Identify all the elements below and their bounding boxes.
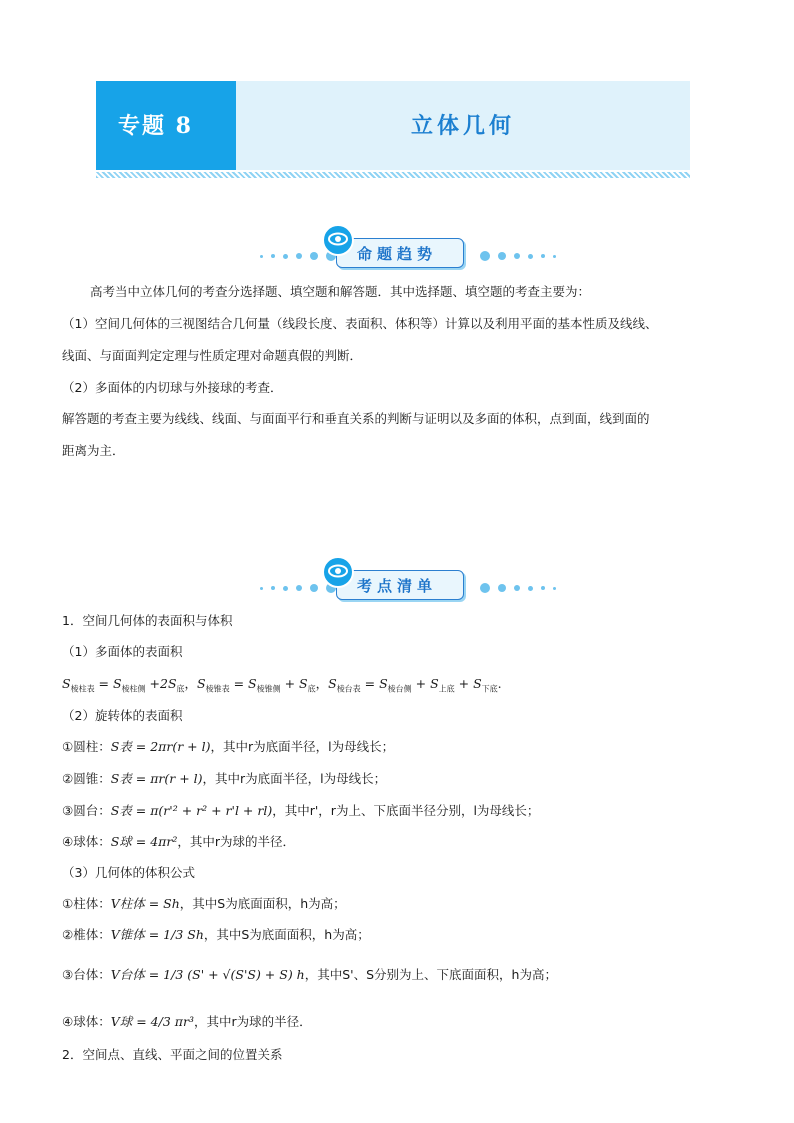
decorative-dots-left: [260, 582, 336, 594]
frustum-surface: ③圆台：S表 = π(r'² + r² + r'l + rl)，其中r'，r为上、下底面半径分别，l为母线长；: [62, 803, 540, 818]
heading-1-2: （2）旋转体的表面积: [62, 708, 183, 723]
heading-1-1: （1）多面体的表面积: [62, 644, 183, 659]
cylinder-surface: ①圆柱：S表 = 2πr(r + l)，其中r为底面半径，l为母线长；: [62, 739, 395, 754]
decorative-dots-right: [480, 582, 556, 594]
heading-1-3: （3）几何体的体积公式: [62, 865, 195, 880]
sphere-volume: ④球体：V球 = 4/3 πr³，其中r为球的半径．: [62, 1014, 312, 1029]
topic-banner: [96, 81, 690, 170]
trend-item2: （2）多面体的内切球与外接球的考查．: [62, 380, 283, 395]
decorative-dots-left: [260, 250, 336, 262]
section-title-box: [336, 238, 464, 268]
frustum-volume: ③台体：V台体 = 1/3 (S' + √(S'S) + S) h，其中S'、S分别为上、下底面面积，h为高；: [62, 967, 557, 982]
heading-1: 1．空间几何体的表面积与体积: [62, 613, 233, 628]
section-title: 命题趋势: [357, 245, 438, 263]
banner-divider: [96, 172, 690, 178]
trend-answer-line2: 距离为主．: [62, 443, 125, 458]
trend-intro: 高考当中立体几何的考查分选择题、填空题和解答题．其中选择题、填空题的考查主要为：: [90, 284, 591, 299]
cone-surface: ②圆锥：S表 = πr(r + l)，其中r为底面半径，l为母线长；: [62, 771, 387, 786]
section-title: 考点清单: [357, 577, 438, 595]
section-header-checklist: [240, 552, 560, 602]
section-title-box: [336, 570, 464, 600]
section-header-trend: [240, 220, 560, 270]
eye-icon: [322, 556, 354, 588]
topic-label: 专题 8: [118, 113, 193, 139]
page-title: 立体几何: [410, 114, 515, 139]
decorative-dots-right: [480, 250, 556, 262]
eye-icon: [322, 224, 354, 256]
heading-2: 2．空间点、直线、平面之间的位置关系: [62, 1047, 283, 1062]
trend-item1-line1: （1）空间几何体的三视图结合几何量（线段长度、表面积、体积等）计算以及利用平面的基本性质及线线、: [62, 316, 658, 331]
sphere-surface: ④球体：S球 = 4πr²，其中r为球的半径．: [62, 834, 295, 849]
polyhedron-surface-formula: $S_{棱柱表} = S_{棱柱侧} +2S_底$，$S_{棱锥表} = S_{棱锥侧} + S_底$，$S_{棱台表} = S_{棱台侧} + S_{上底} + S_{下底}$.: [62, 676, 502, 694]
trend-answer-line1: 解答题的考查主要为线线、线面、与面面平行和垂直关系的判断与证明以及多面的体积，点到面，线到面的: [62, 411, 650, 426]
trend-item1-line2: 线面、与面面判定定理与性质定理对命题真假的判断．: [62, 348, 363, 363]
cone-volume: ②椎体：V锥体 = 1/3 Sh，其中S为底面面积，h为高；: [62, 927, 370, 942]
cylinder-volume: ①柱体：V柱体 = Sh，其中S为底面面积，h为高；: [62, 896, 346, 911]
topic-label-block: [96, 81, 236, 170]
